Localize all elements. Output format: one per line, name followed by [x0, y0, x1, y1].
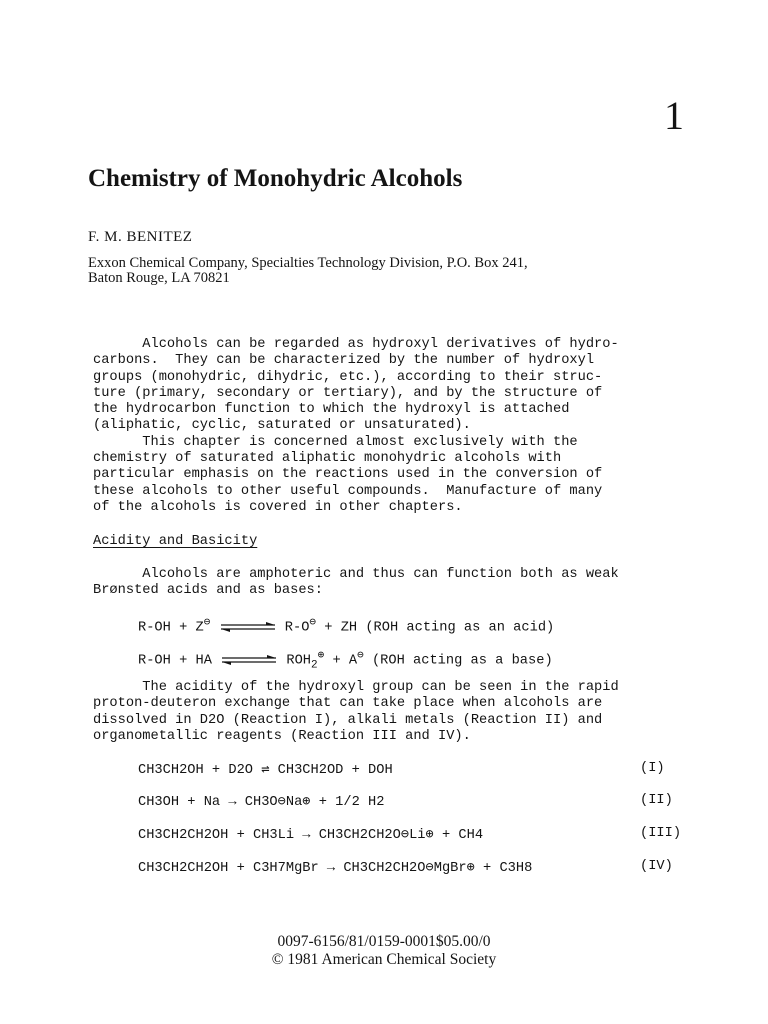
- text-line: Brønsted acids and as bases:: [93, 583, 323, 599]
- reaction-equation: CH3CH2CH2OH + C3H7MgBr → CH3CH2CH2O⊖MgBr⊕ + C3H8: [138, 861, 533, 876]
- equation-note: (ROH acting as a base): [363, 653, 553, 669]
- equation-right: ROH: [278, 653, 312, 669]
- section-heading: Acidity and Basicity: [93, 534, 258, 549]
- minus-charge-icon: ⊖: [309, 617, 317, 629]
- equilibrium-arrow-icon: [220, 654, 278, 666]
- affiliation-line: Exxon Chemical Company, Specialties Technology Division, P.O. Box 241,: [88, 255, 528, 271]
- footer-copyright: © 1981 American Chemical Society: [271, 951, 497, 968]
- equation-note: + ZH (ROH acting as an acid): [316, 620, 555, 636]
- chapter-number: 1: [664, 93, 684, 138]
- text-line: This chapter is concerned almost exclusively with the: [93, 434, 578, 450]
- minus-charge-icon: ⊖: [203, 617, 211, 629]
- minus-charge-icon: ⊖: [357, 650, 364, 662]
- text-line: ture (primary, secondary or tertiary), and by the structure of: [93, 385, 603, 401]
- reaction-label: (I): [640, 761, 665, 776]
- footer-code: 0097-6156/81/0159-0001$05.00/0: [277, 933, 491, 950]
- text-line: organometallic reagents (Reaction III and IV).: [93, 728, 471, 744]
- equation-right: R-O: [276, 620, 310, 636]
- equation-left: R-OH + HA: [138, 653, 212, 669]
- text-line: chemistry of saturated aliphatic monohydric alcohols with: [93, 451, 562, 467]
- reaction-label: (IV): [640, 859, 673, 874]
- equation-acid: [138, 615, 554, 636]
- page-footer: [0, 933, 768, 969]
- amphoteric-paragraph: [93, 567, 683, 600]
- text-line: these alcohols to other useful compounds. Manufacture of many: [93, 483, 603, 499]
- text-line: (aliphatic, cyclic, saturated or unsaturated).: [93, 418, 471, 434]
- reaction-equation: CH3CH2CH2OH + CH3Li → CH3CH2CH2O⊖Li⊕ + CH4: [138, 828, 484, 843]
- chapter-title: Chemistry of Monohydric Alcohols: [88, 165, 463, 192]
- equation-left: R-OH + Z: [138, 620, 204, 636]
- equation-right: + A: [324, 653, 358, 669]
- reaction-label: (III): [640, 826, 682, 841]
- text-line: the hydrocarbon function to which the hydroxyl is attached: [93, 402, 570, 418]
- plus-charge-icon: ⊕: [317, 650, 325, 662]
- equation-base: [138, 648, 553, 671]
- text-line: proton-deuteron exchange that can take place when alcohols are: [93, 696, 603, 712]
- affiliation-line: Baton Rouge, LA 70821: [88, 270, 230, 286]
- text-line: The acidity of the hydroxyl group can be seen in the rapid: [93, 680, 619, 695]
- reaction-equation: CH3CH2OH + D2O ⇌ CH3CH2OD + DOH: [138, 763, 393, 778]
- reaction-equation: CH3OH + Na → CH3O⊖Na⊕ + 1/2 H2: [138, 795, 385, 810]
- text-line: dissolved in D2O (Reaction I), alkali metals (Reaction II) and: [93, 712, 603, 728]
- text-line: particular emphasis on the reactions used in the conversion of: [93, 467, 603, 483]
- equilibrium-arrow-icon: [219, 621, 277, 633]
- text-line: of the alcohols is covered in other chapters.: [93, 499, 463, 515]
- text-line: groups (monohydric, dihydric, etc.), according to their struc-: [93, 369, 603, 385]
- intro-paragraph: [93, 337, 683, 516]
- text-line: Alcohols are amphoteric and thus can function both as weak: [93, 567, 619, 582]
- exchange-paragraph: [93, 680, 683, 745]
- subscript: 2: [311, 659, 318, 672]
- text-line: carbons. They can be characterized by the number of hydroxyl: [93, 353, 595, 369]
- author-affiliation: [88, 256, 528, 286]
- reaction-label: (II): [640, 793, 673, 808]
- text-line: Alcohols can be regarded as hydroxyl derivatives of hydro-: [93, 337, 619, 352]
- author-name: F. M. BENITEZ: [88, 229, 193, 245]
